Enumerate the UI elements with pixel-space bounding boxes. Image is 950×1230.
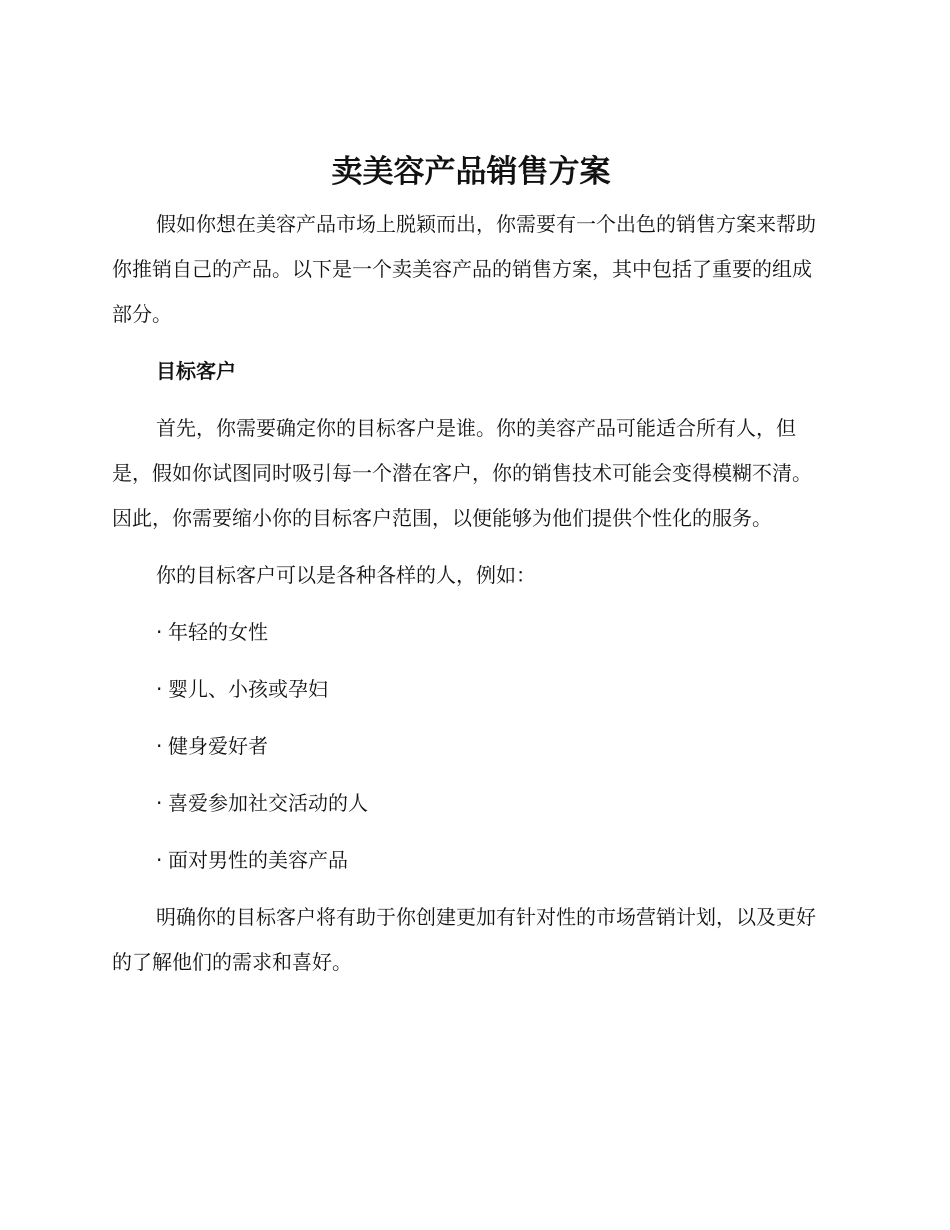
document-title: 卖美容产品销售方案 [331,154,611,190]
list-item-text: 年轻的女性 [168,620,268,644]
list-item [112,610,830,655]
list-item [112,838,830,883]
paragraph-2: 你的目标客户可以是各种各样的人，例如： [156,563,536,587]
list-item-text: 面对男性的美容产品 [168,848,348,872]
section-heading-target-customers: 目标客户 [156,359,236,383]
list-item [112,724,830,769]
list-item-text: 喜爱参加社交活动的人 [168,791,368,815]
list-item-text: 婴儿、小孩或孕妇 [168,677,328,701]
list-item [112,781,830,826]
bullet-icon: · [156,734,163,758]
paragraph-1: 首先，你需要确定你的目标客户是谁。你的美容产品可能适合所有人，但是，假如你试图同时吸引每一个潜在客户，你的销售技术可能会变得模糊不清。因此，你需要缩小你的目标客户范围，以便能够为他们提供个性化的服务。 [112,416,812,530]
bullet-icon: · [156,848,163,872]
bullet-icon: · [156,620,163,644]
list-item-text: 健身爱好者 [168,734,268,758]
bullet-icon: · [156,677,163,701]
target-customer-list [112,610,830,883]
document-page [112,150,830,997]
list-item [112,667,830,712]
paragraph-3: 明确你的目标客户将有助于你创建更加有针对性的市场营销计划，以及更好的了解他们的需求和喜好。 [112,905,816,974]
bullet-icon: · [156,791,163,815]
intro-paragraph: 假如你想在美容产品市场上脱颖而出，你需要有一个出色的销售方案来帮助你推销自己的产品。以下是一个卖美容产品的销售方案，其中包括了重要的组成部分。 [112,212,816,326]
